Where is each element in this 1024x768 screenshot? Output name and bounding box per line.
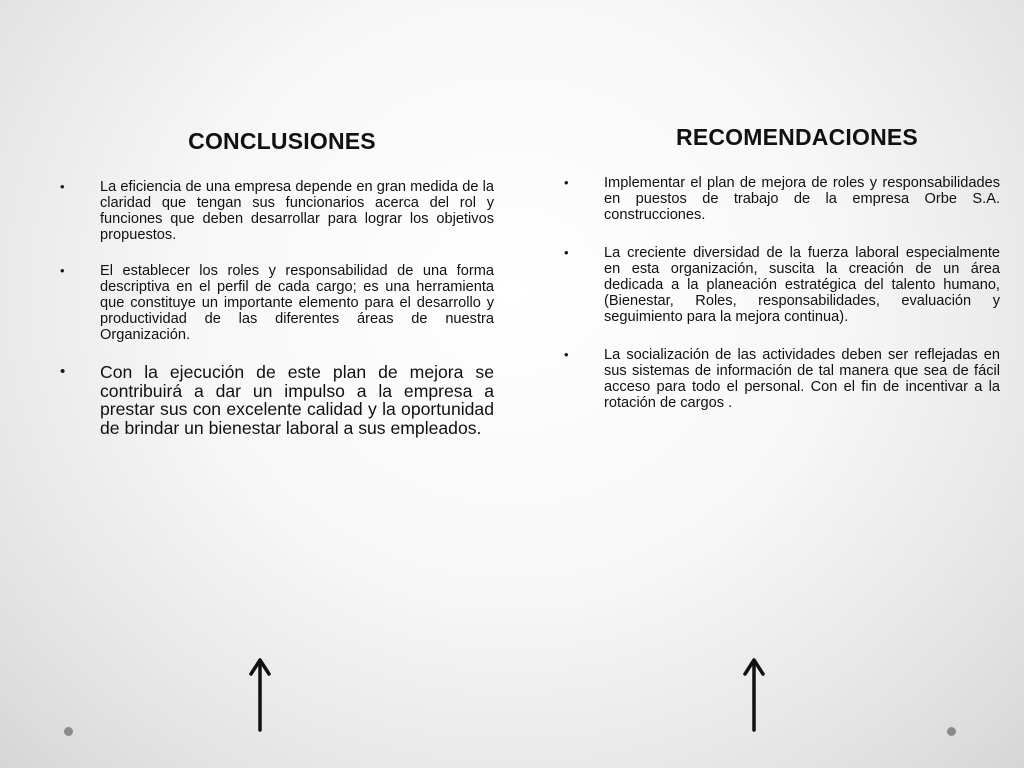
list-item xyxy=(564,245,1000,325)
recomendaciones-column xyxy=(564,124,1000,411)
dot-icon xyxy=(64,727,73,736)
list-item xyxy=(60,263,494,343)
list-item-text: La socialización de las actividades deben ser reflejadas en sus sistemas de información de tal manera que sea de fácil acceso para todo el personal. Con el fin de incentivar a la rotación de cargos . xyxy=(604,347,1000,411)
conclusiones-title: CONCLUSIONES xyxy=(188,128,376,154)
list-item xyxy=(60,363,494,437)
up-arrow-icon xyxy=(742,656,766,732)
up-arrow-icon xyxy=(248,656,272,732)
bullet-icon: • xyxy=(60,363,66,380)
conclusiones-column xyxy=(60,128,494,437)
bullet-icon: • xyxy=(564,175,569,190)
list-item xyxy=(564,175,1000,223)
bullet-icon: • xyxy=(564,245,569,260)
list-item-text: Con la ejecución de este plan de mejora se contribuirá a dar un impulso a la empresa a prestar sus con excelente calidad y la oportunidad de brindar un bienestar laboral a sus empleados. xyxy=(100,362,494,438)
list-item-text: La eficiencia de una empresa depende en gran medida de la claridad que tengan sus funcionarios acerca del rol y funciones que deben desarrollar para lograr los objetivos propuestos. xyxy=(100,179,494,243)
recomendaciones-list xyxy=(564,175,1000,411)
bullet-icon: • xyxy=(60,179,65,194)
conclusiones-list xyxy=(60,179,494,437)
list-item-text: La creciente diversidad de la fuerza laboral especialmente en esta organización, suscita la creación de un área dedicada a la planeación estratégica del talento humano, (Bienestar, Roles, responsabilidades, evaluación y seguimiento para la mejora continua). xyxy=(604,245,1000,325)
list-item xyxy=(564,347,1000,411)
list-item xyxy=(60,179,494,243)
bullet-icon: • xyxy=(564,347,569,362)
list-item-text: Implementar el plan de mejora de roles y responsabilidades en puestos de trabajo de la empresa Orbe S.A. construcciones. xyxy=(604,175,1000,223)
list-item-text: El establecer los roles y responsabilidad de una forma descriptiva en el perfil de cada cargo; es una herramienta que constituye un importante elemento para el desarrollo y productividad de las diferentes áreas de nuestra Organización. xyxy=(100,263,494,343)
dot-icon xyxy=(947,727,956,736)
bullet-icon: • xyxy=(60,263,65,278)
recomendaciones-title: RECOMENDACIONES xyxy=(676,124,918,150)
